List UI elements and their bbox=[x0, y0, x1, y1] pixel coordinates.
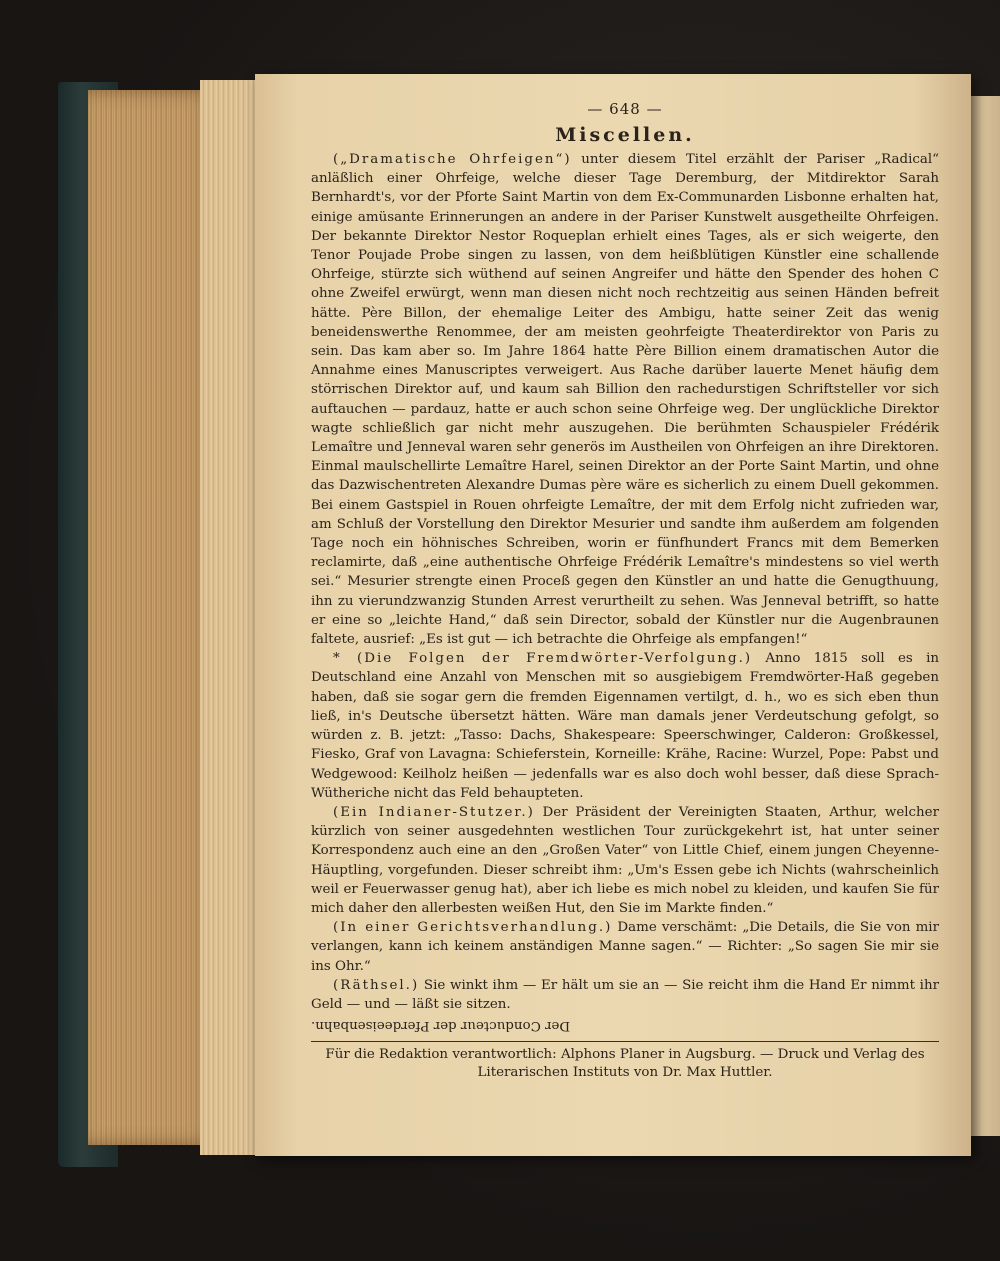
article-fremdwoerter bbox=[311, 649, 939, 803]
article-heading: („Dramatische Ohrfeigen“) bbox=[333, 152, 572, 167]
article-dramatische-ohrfeigen bbox=[311, 150, 939, 649]
article-text: unter diesem Titel erzählt der Pariser „Radical“ anläßlich einer Ohrfeige, welche dieser Tage Deremburg, der Mitdirektor Sarah Bernhardt's, vor der Pforte Saint Martin von dem Ex-Communarden Lisbonne erhalten hat, einige amüsante Erinnerungen an andere in der Pariser Kunstwelt ausgetheilte Ohrfeigen. Der bekannte Direktor Nestor Roqueplan erhielt eines Tages, als er sich weigerte, den Tenor Poujade Probe singen zu lassen, von dem heißblütigen Künstler eine schallende Ohrfeige, stürzte sich wüthend auf seinen Angreifer und hätte den Spender des hohen C ohne Zweifel erwürgt, wenn man diesen nicht noch rechtzeitig aus seinen Händen befreit hätte. Père Billon, der ehemalige Leiter des Ambigu, hatte seiner Zeit das wenig beneidenswerthe Renommee, der am meisten geohrfeigte Theaterdirektor von Paris zu sein. Das kam aber so. Im Jahre 1864 hatte Père Billion einem dramatischen Autor die Annahme eines Manuscriptes verweigert. Aus Rache darüber lauerte Menet häufig dem störrischen Direktor auf, und kaum sah Billion den rachedurstigen Schriftsteller vor sich auftauchen — pardauz, hatte er auch schon seine Ohrfeige weg. Der unglückliche Direktor wagte schließlich gar nicht mehr auszugehen. Die berühmten Schauspieler Frédérik Lemaître und Jenneval waren sehr generös im Austheilen von Ohrfeigen an ihre Direktoren. Einmal maulschellirte Lemaître Harel, seinen Direktor an der Porte Saint Martin, und ohne das Dazwischentreten Alexandre Dumas père wäre es sicherlich zu einem Duell gekommen. Bei einem Gastspiel in Rouen ohrfeigte Lemaître, der mit dem Erfolg nicht zufrieden war, am Schluß der Vorstellung den Direktor Mesurier und sandte ihm außerdem am folgenden Tage noch ein höhnisches Schreiben, worin er fünfhundert Francs mit dem Bemerken reclamirte, daß „eine authentische Ohrfeige Frédérik Lemaître's mindestens so viel werth sei.“ Mesurier strengte einen Proceß gegen den Künstler an und hatte die Genugthuung, ihn zu vierundzwanzig Stunden Arrest verurtheilt zu sehen. Was Jenneval betrifft, so hatte er eine so „leichte Hand,“ daß sein Director, sobald der Künstler nur die Augenbraunen faltete, ausrief: „Es ist gut — ich betrachte die Ohrfeige als empfangen!“ bbox=[311, 152, 939, 648]
article-text: Der Präsident der Vereinigten Staaten, Arthur, welcher kürzlich von seiner ausgedehnten westlichen Tour zurückgekehrt ist, hat unter seiner Korrespondenz auch eine an den „Großen Vater“ von Little Chief, einem jungen Cheyenne-Häuptling, vorgefunden. Dieser schreibt ihm: „Um's Essen gebe ich Nichts (wahrscheinlich weil er Feuerwasser genug hat), aber ich liebe es mich nobel zu kleiden, und kaufen Sie für mich daher den allerbesten weißen Hut, den Sie im Markte finden.“ bbox=[311, 804, 939, 916]
page-number: — 648 — bbox=[587, 100, 663, 118]
imprint-line-2: Literarischen Instituts von Dr. Max Huttler. bbox=[477, 1065, 773, 1081]
article-heading: (In einer Gerichtsverhandlung.) bbox=[333, 920, 613, 936]
article-text: Dame verschämt: „Die Details, die Sie von mir verlangen, kann ich keinem anständigen Manne sagen.“ — Richter: „So sagen Sie mir sie ins Ohr.“ bbox=[311, 920, 939, 974]
article-heading: (Räthsel.) bbox=[333, 977, 420, 993]
article-heading: * (Die Folgen der Fremdwörter-Verfolgung.) bbox=[333, 651, 753, 667]
riddle-answer-upside-down: Der Conducteur der Pferdeeisenbahn. bbox=[311, 1018, 571, 1034]
imprint bbox=[311, 1046, 939, 1082]
imprint-line-1: Für die Redaktion verantwortlich: Alphons Planer in Augsburg. — Druck und Verlag des bbox=[325, 1047, 925, 1063]
section-title: Miscellen. bbox=[555, 124, 695, 146]
article-gerichtsverhandlung bbox=[311, 918, 939, 976]
article-heading: (Ein Indianer-Stutzer.) bbox=[333, 804, 535, 820]
article-text: Anno 1815 soll es in Deutschland eine Anzahl von Menschen mit so ausgiebigem Fremdwörter-Haß gegeben haben, daß sie sogar gern die fremden Eigennamen vertilgt, d. h., wo es sich eben thun ließ, in's Deutsche übersetzt hätten. Wäre man damals jener Verdeutschung gefolgt, so würden z. B. jetzt: „Tasso: Dachs, Shakespeare: Speerschwinger, Calderon: Großkessel, Fiesko, Graf von Lavagna: Schieferstein, Korneille: Krähe, Racine: Wurzel, Pope: Pabst und Wedgewood: Keilholz heißen — jedenfalls war es also doch wohl besser, daß diese Sprach-Wütheriche nicht das Feld behaupteten. bbox=[311, 651, 939, 801]
page-content bbox=[311, 100, 939, 1082]
book-page-edges bbox=[88, 90, 218, 1145]
footer-rule bbox=[311, 1041, 939, 1042]
article-indianer-stutzer bbox=[311, 803, 939, 918]
article-raethsel bbox=[311, 976, 939, 1014]
article-text: Sie winkt ihm — Er hält um sie an — Sie reicht ihm die Hand Er nimmt ihr Geld — und — läßt sie sitzen. bbox=[311, 977, 939, 1012]
